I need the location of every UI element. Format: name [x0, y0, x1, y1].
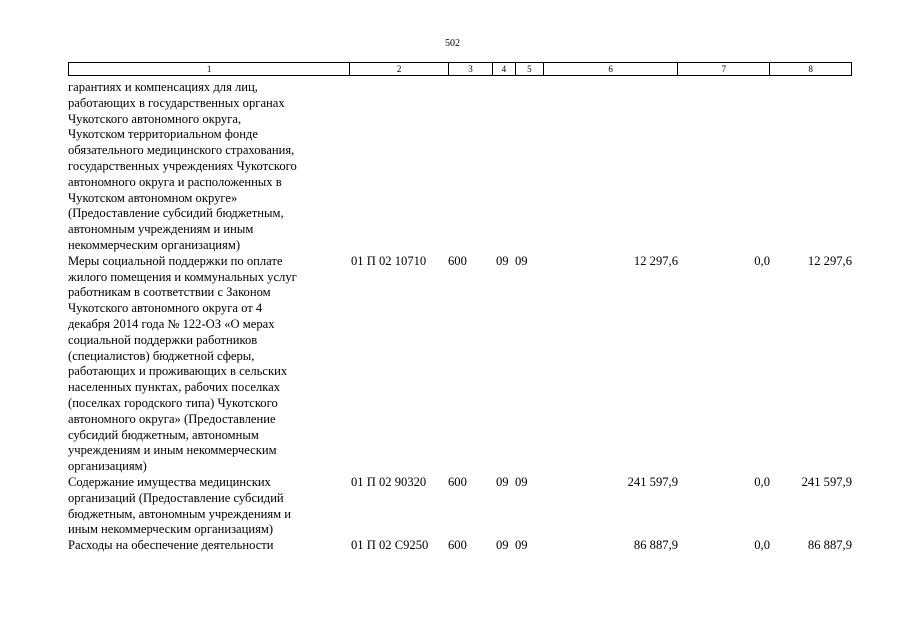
table-body — [68, 80, 852, 554]
row-expense-type: 600 — [448, 474, 467, 489]
description-line: Содержание имущества медицинских — [68, 474, 271, 489]
description-line: учреждениям и иным некоммерческим — [68, 443, 277, 458]
description-line: (поселках городского типа) Чукотского — [68, 395, 278, 410]
row-subsection: 09 — [515, 538, 528, 553]
description-line: иным некоммерческим организациям) — [68, 522, 274, 537]
description-line: (специалистов) бюджетной сферы, — [68, 348, 255, 363]
row-expense-type: 600 — [448, 538, 467, 553]
row-amount-total: 241 597,9 — [627, 474, 678, 489]
row-expense-type: 600 — [448, 253, 467, 268]
row-section: 09 — [496, 474, 509, 489]
description-line: Чукотского автономного округа, — [68, 111, 242, 126]
row-code: 01 П 02 С9250 — [351, 538, 429, 553]
row-amount-federal: 0,0 — [754, 538, 770, 553]
row-code: 01 П 02 10710 — [351, 253, 427, 268]
description-line: гарантиях и компенсациях для лиц, — [68, 80, 258, 94]
description-line: организаций (Предоставление субсидий — [68, 490, 284, 505]
row-code: 01 П 02 90320 — [351, 474, 427, 489]
description-line: организациям) — [68, 459, 147, 474]
description-line: Чукотском территориальном фонде — [68, 127, 258, 142]
description-line: автономным учреждениям и иным — [68, 222, 254, 237]
row-amount-federal: 0,0 — [754, 253, 770, 268]
table-row — [68, 475, 852, 538]
row-amount-federal: 0,0 — [754, 474, 770, 489]
row-amount-regional: 241 597,9 — [801, 474, 852, 489]
row-amount-regional: 86 887,9 — [807, 538, 852, 553]
description-line: (Предоставление субсидий бюджетным, — [68, 206, 284, 221]
description-line: социальной поддержки работников — [68, 332, 258, 347]
row-amount-total: 12 297,6 — [633, 253, 678, 268]
description-line: жилого помещения и коммунальных услуг — [68, 269, 297, 284]
description-line: Меры социальной поддержки по оплате — [68, 253, 283, 268]
row-amount-total: 86 887,9 — [633, 538, 678, 553]
header-col-6: 6 — [543, 63, 678, 75]
description-line: автономного округа и расположенных в — [68, 174, 282, 189]
row-description — [68, 475, 349, 538]
row-subsection: 09 — [515, 253, 528, 268]
table-header — [68, 62, 852, 76]
description-line: Чукотском автономном округе» — [68, 190, 238, 205]
header-col-5: 5 — [515, 63, 543, 75]
description-line: бюджетным, автономным учреждениям и — [68, 506, 291, 521]
row-amount-regional: 12 297,6 — [807, 253, 852, 268]
header-col-3: 3 — [448, 63, 492, 75]
header-col-1: 1 — [206, 64, 212, 74]
header-col-4: 4 — [492, 63, 515, 75]
header-col-7: 7 — [677, 63, 769, 75]
row-subsection: 09 — [515, 474, 528, 489]
header-col-2: 2 — [349, 63, 448, 75]
description-line: некоммерческим организациям) — [68, 237, 241, 252]
row-description — [68, 80, 349, 254]
description-line: Расходы на обеспечение деятельности — [68, 538, 274, 553]
description-line: автономного округа» (Предоставление — [68, 411, 276, 426]
description-line: государственных учреждениях Чукотского — [68, 158, 297, 173]
header-col-8: 8 — [769, 63, 851, 75]
table-row — [68, 80, 852, 254]
description-line: обязательного медицинского страхования, — [68, 143, 295, 158]
description-line: работающих и проживающих в сельских — [68, 364, 288, 379]
description-line: работникам в соответствии с Законом — [68, 285, 271, 300]
row-section: 09 — [496, 538, 509, 553]
description-line: работающих в государственных органах — [68, 95, 285, 110]
row-description — [68, 538, 349, 554]
description-line: Чукотского автономного округа от 4 — [68, 301, 263, 316]
row-description — [68, 254, 349, 475]
table-row — [68, 538, 852, 554]
description-line: декабря 2014 года № 122-ОЗ «О мерах — [68, 316, 275, 331]
page-number: 502 — [445, 38, 460, 49]
description-line: населенных пунктах, рабочих поселках — [68, 380, 281, 395]
row-section: 09 — [496, 253, 509, 268]
description-line: субсидий бюджетным, автономным — [68, 427, 259, 442]
table-row — [68, 254, 852, 475]
